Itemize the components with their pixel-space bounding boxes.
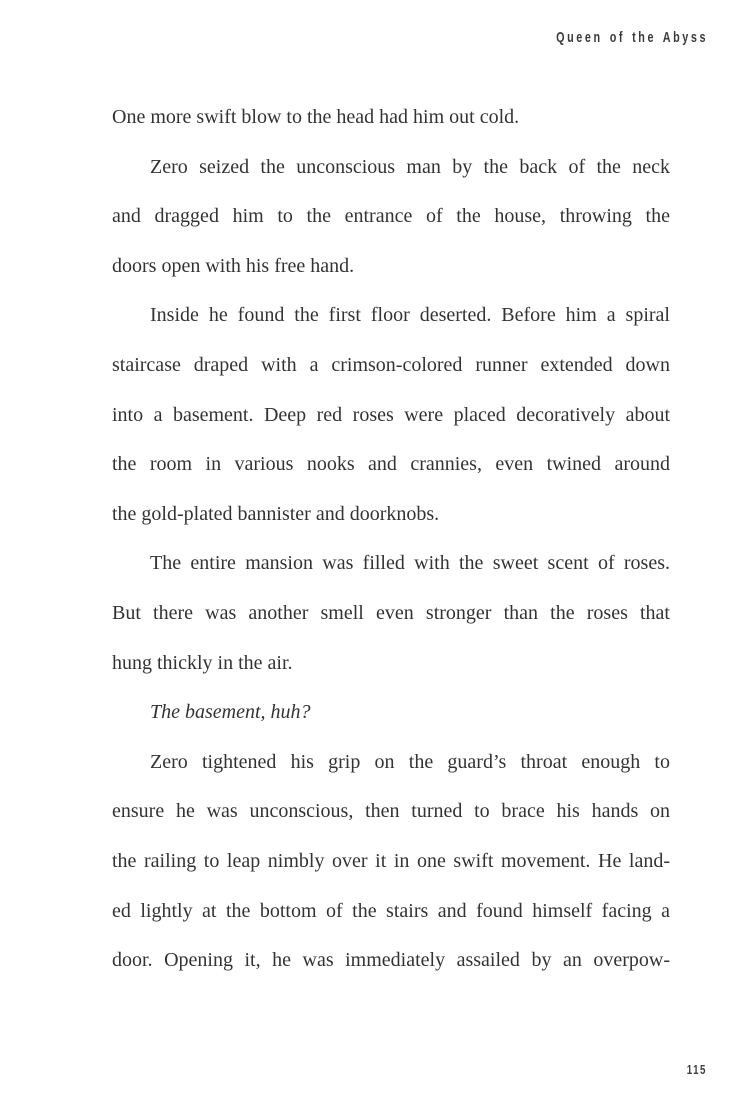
text-line: doors open with his free hand.	[112, 254, 355, 277]
text-line: staircase draped with a crimson-colored runner extended down	[112, 353, 670, 376]
running-header-title: Queen of the Abyss	[556, 29, 708, 46]
page-number	[680, 1062, 707, 1077]
text-line: One more swift blow to the head had him out cold.	[112, 106, 520, 128]
text-line: The basement, huh?	[150, 701, 311, 724]
text-line: door. Opening it, he was immediately assailed by an overpow-	[112, 949, 670, 972]
text-line: ed lightly at the bottom of the stairs and found himself facing a	[112, 899, 670, 922]
text-line: hung thickly in the air.	[112, 651, 293, 674]
text-line: Zero seized the unconscious man by the back of the neck	[150, 155, 670, 178]
text-line: The entire mansion was filled with the sweet scent of roses.	[150, 552, 670, 575]
page-number-value: 115	[686, 1062, 707, 1077]
text-line: Inside he found the first floor deserted. Before him a spiral	[150, 304, 670, 327]
text-line: and dragged him to the entrance of the house, throwing the	[112, 205, 670, 228]
text-line: But there was another smell even stronger than the roses that	[112, 601, 670, 624]
body-text	[112, 93, 670, 986]
running-header	[497, 29, 708, 46]
text-line: Zero tightened his grip on the guard’s throat enough to	[150, 750, 670, 773]
text-line: the room in various nooks and crannies, even twined around	[112, 453, 670, 476]
text-line: into a basement. Deep red roses were placed decoratively about	[112, 403, 670, 426]
text-line: the gold-plated bannister and doorknobs.	[112, 502, 440, 525]
text-line: ensure he was unconscious, then turned to brace his hands on	[112, 800, 670, 823]
text-line: the railing to leap nimbly over it in one swift movement. He land-	[112, 849, 670, 872]
